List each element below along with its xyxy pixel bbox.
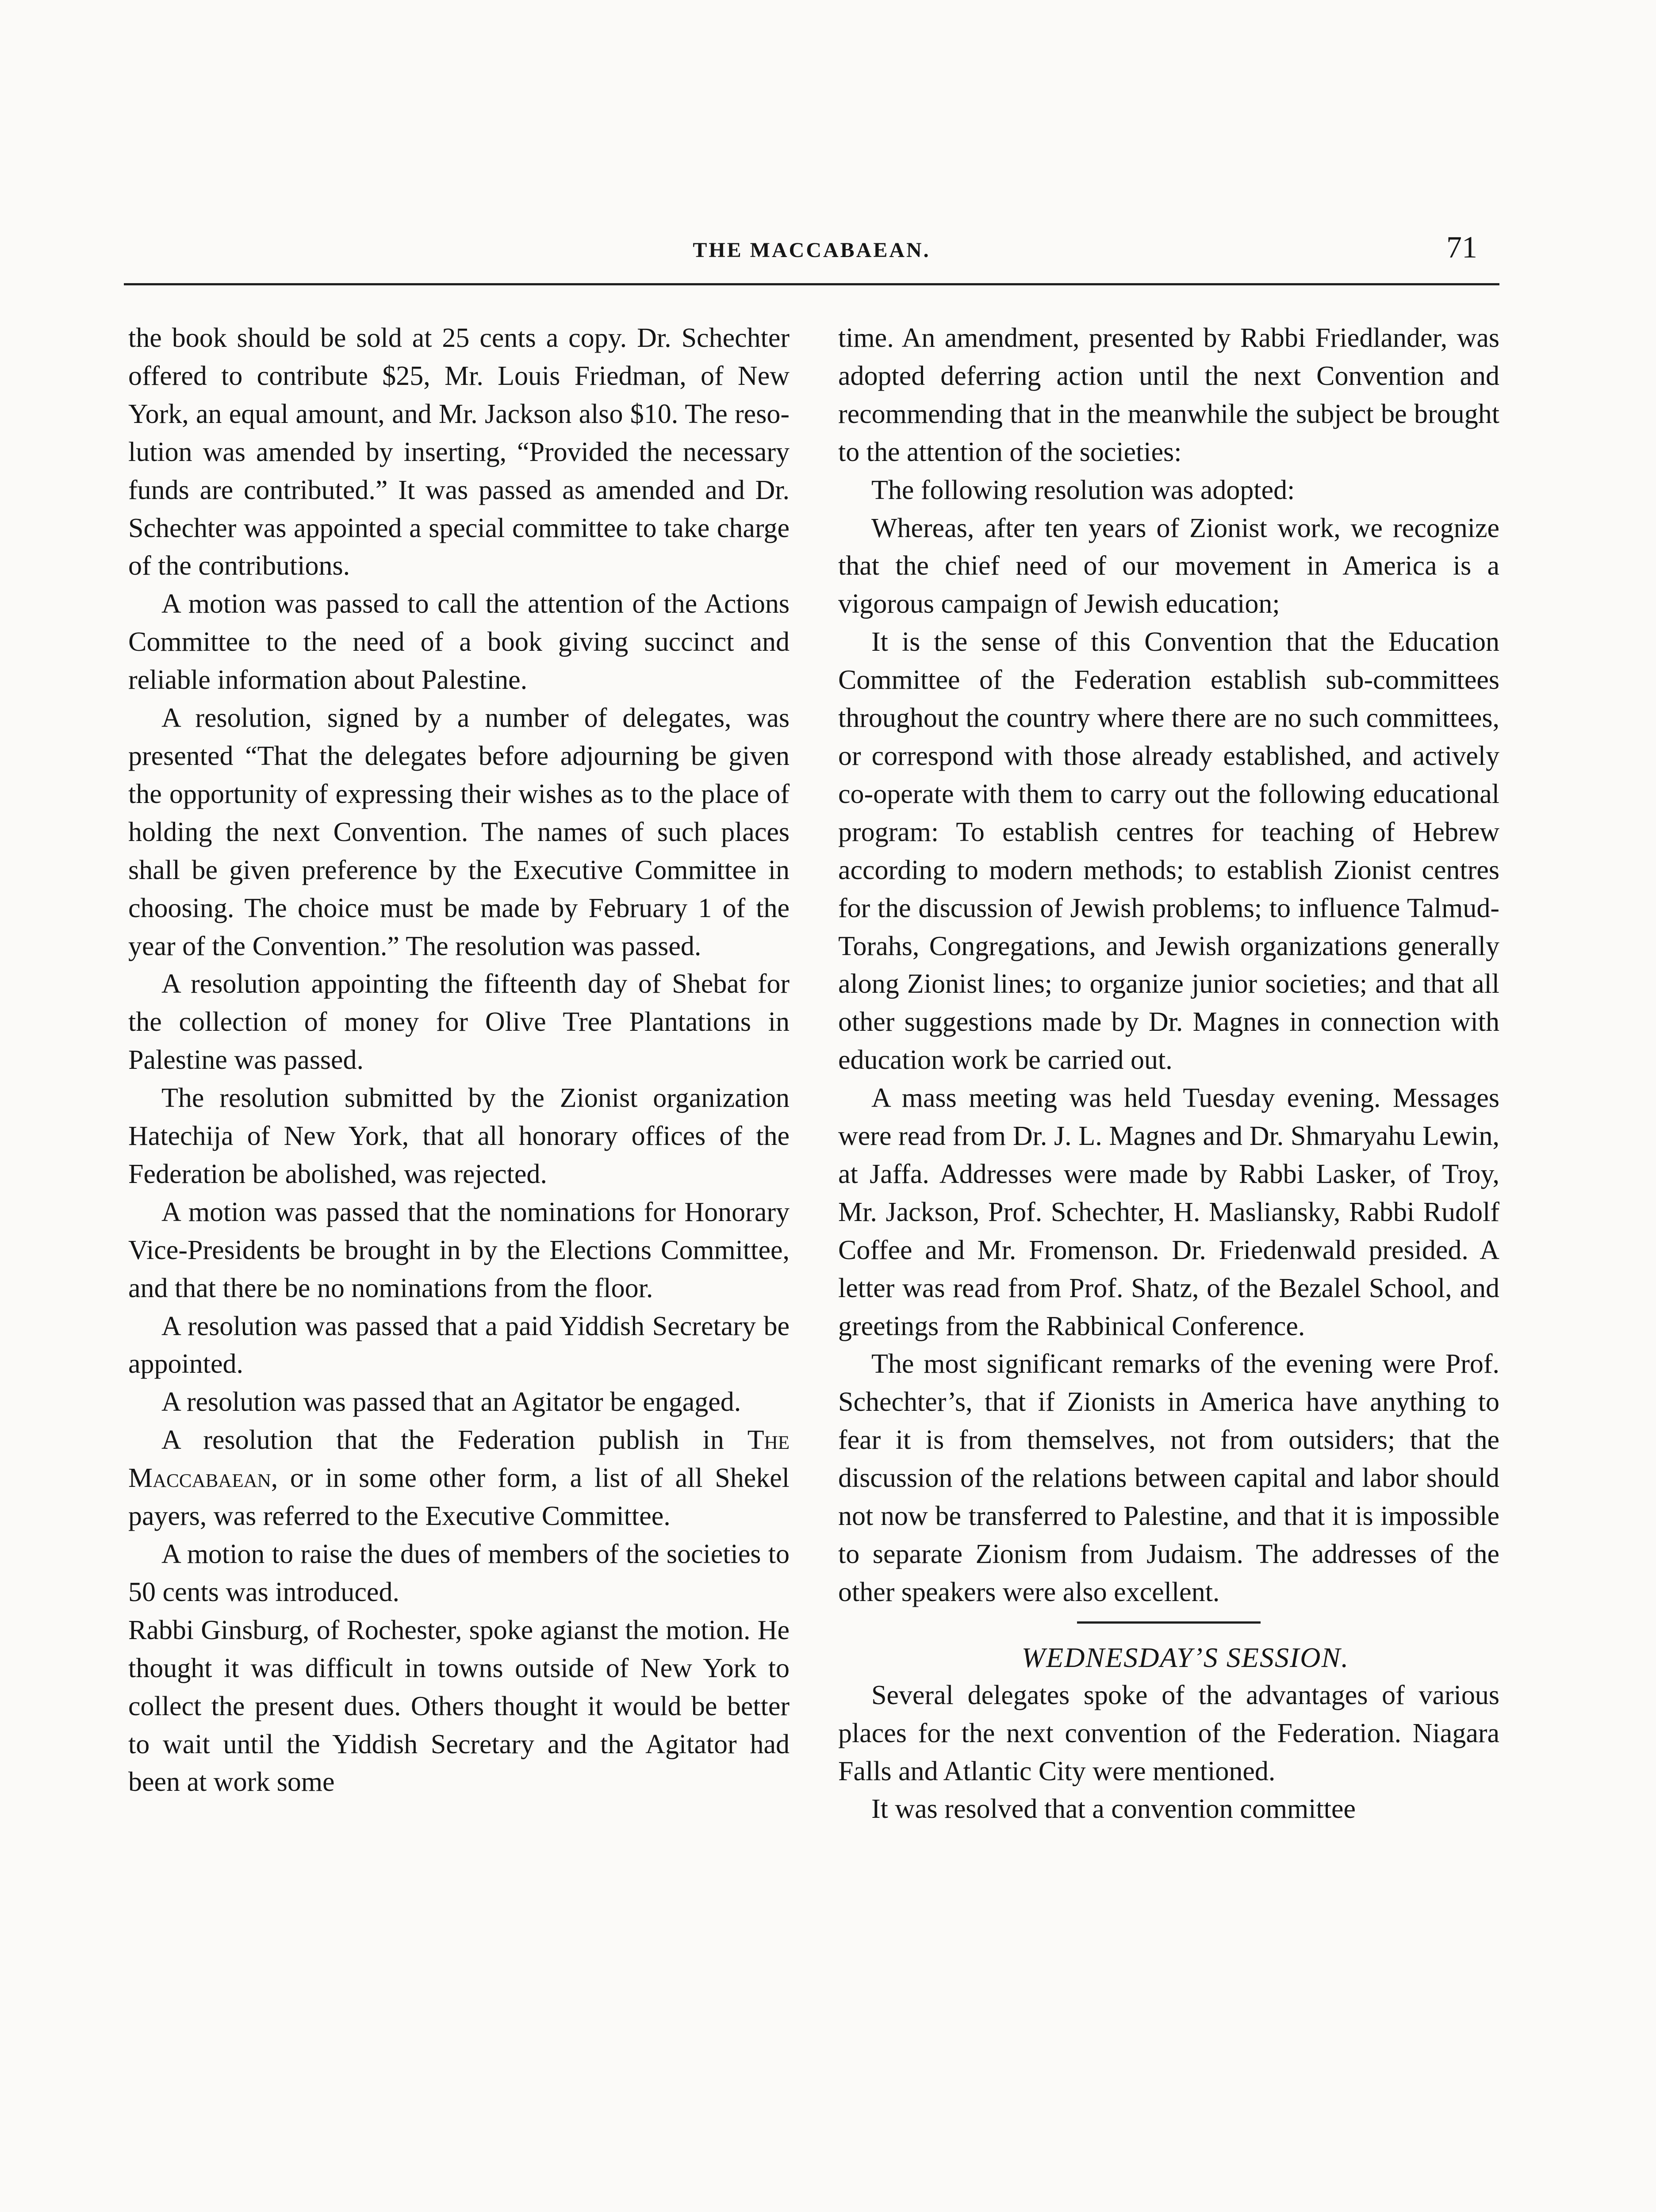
paragraph: The resolution submitted by the Zionist organization Hatechija of New York, that all honorary offices of the Federation be abolished, was rejected. <box>128 1083 790 1189</box>
paragraph: Whereas, after ten years of Zionist work, we recognize that the chief need of our movement in America is a vigorous campaign of Jewish education; <box>838 513 1499 619</box>
running-title: THE MACCABAEAN. <box>693 238 931 262</box>
paragraph: time. An amendment, presented by Rabbi Friedlander, was adopted deferring action until the next Convention and recommending that in the meanwhile the subject be brought to the attention of the societies: <box>838 323 1499 467</box>
page-header <box>124 230 1499 292</box>
page-number: 71 <box>1446 230 1477 265</box>
paragraph: A mass meeting was held Tuesday evening. Messages were read from Dr. J. L. Magnes and Dr. Shmaryahu Lewin, at Jaffa. Addresses were made by Rabbi Lasker, of Troy, Mr. Jackson, Prof. Schechter, H. Masliansky, Rabbi Rudolf Coffee and Mr. Fromenson. Dr. Friedenwald presided. A letter was read from Prof. Shatz, of the Bezalel School, and greetings from the Rabbinical Conference. <box>838 1083 1499 1341</box>
paragraph: A resolution was passed that a paid Yiddish Secretary be appointed. <box>128 1311 790 1379</box>
paragraph: A motion was passed that the nominations for Honorary Vice-Presidents be brought in by the Elections Committee, and that there be no nominations from the floor. <box>128 1197 790 1303</box>
paragraph: It is the sense of this Convention that the Education Committee of the Federation establish sub-committees throughout the country where there are no such committees, or correspond with those already established, and actively co-operate with them to carry out the following educational program: To establish centres for teaching of Hebrew according to modern methods; to establish Zionist centres for the discussion of Jewish problems; to influence Talmud-Torahs, Congregations, and Jewish organizations generally along Zionist lines; to organize junior societies; and that all other suggestions made by Dr. Magnes in connection with education work be carried out. <box>838 627 1499 1075</box>
paragraph: A resolution appointing the fifteenth day of Shebat for the collection of money for Olive Tree Plantations in Palestine was passed. <box>128 969 790 1075</box>
section-heading: WEDNESDAY’S SESSION. <box>1021 1641 1349 1673</box>
paragraph-shekel-payers <box>128 1421 790 1536</box>
paragraph: Rabbi Ginsburg, of Rochester, spoke agianst the motion. He thought it was difficult in towns outside of New York to collect the present dues. Others thought it would be better to wait until the Yiddish Secretary and the Agitator had been at work some <box>128 1615 790 1797</box>
header-rule <box>124 283 1499 285</box>
paragraph-text-before: A resolution that the Federation publish in <box>161 1425 748 1455</box>
publication-name: The Maccabaean <box>128 1425 790 1494</box>
paragraph: The following resolution was adopted: <box>871 475 1295 505</box>
paragraph: the book should be sold at 25 cents a copy. Dr. Schechter offered to contribute $25, Mr. Louis Friedman, of New York, an equal amount, and Mr. Jackson also $10. The resolution was amended by inserting, “Provided the necessary funds are contributed.” It was passed as amended and Dr. Schechter was appointed a special committee to take charge of the contributions. <box>128 323 790 581</box>
paragraph: A resolution, signed by a number of delegates, was presented “That the delegates before adjourning be given the opportunity of expressing their wishes as to the place of holding the next Convention. The names of such places shall be given preference by the Executive Committee in choosing. The choice must be made by February 1 of the year of the Convention.” The resolution was passed. <box>128 703 790 961</box>
section-divider <box>1077 1621 1261 1624</box>
paragraph-text-after: , or in some other form, a list of all Shekel payers, was referred to the Executive Committee. <box>128 1463 790 1532</box>
paragraph: A motion to raise the dues of members of the societies to 50 cents was introduced. <box>128 1539 790 1607</box>
right-column <box>838 319 1499 1828</box>
paragraph: The most significant remarks of the evening were Prof. Schechter’s, that if Zionists in America have anything to fear it is from themselves, not from outsiders; that the discussion of the relations between capital and labor should not now be transferred to Palestine, and that it is impossible to separate Zionism from Judaism. The addresses of the other speakers were also excellent. <box>838 1349 1499 1607</box>
paragraph: Several delegates spoke of the advantages of various places for the next convention of the Federation. Niagara Falls and Atlantic City were mentioned. <box>838 1680 1499 1786</box>
paragraph: A resolution was passed that an Agitator be engaged. <box>161 1387 741 1417</box>
paragraph: It was resolved that a convention committee <box>871 1794 1356 1824</box>
paragraph: A motion was passed to call the attention of the Actions Committee to the need of a book giving succinct and reliable information about Palestine. <box>128 589 790 695</box>
left-column <box>128 319 790 1801</box>
